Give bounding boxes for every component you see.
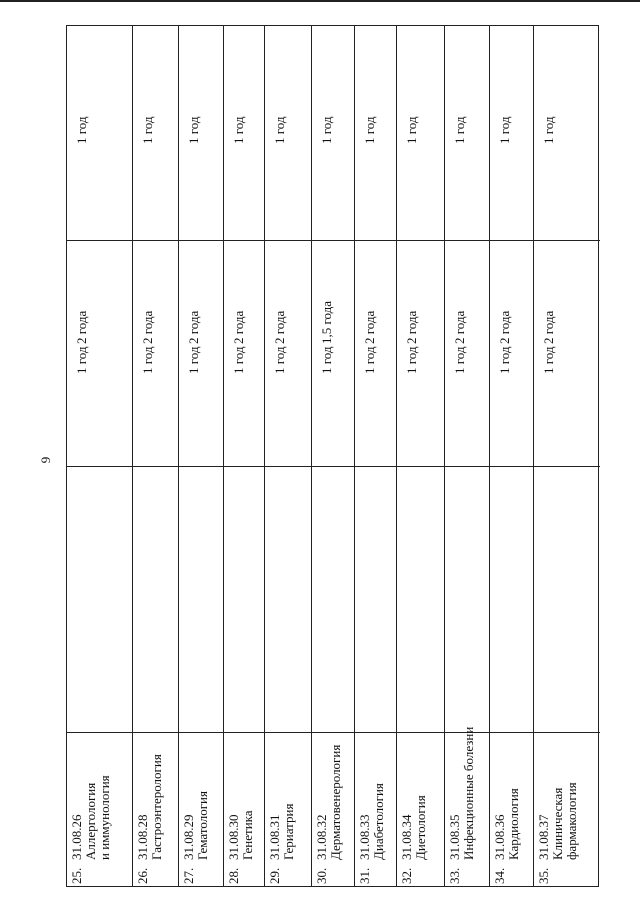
specialty-code: 31.08.37: [536, 814, 551, 860]
duration-3: 1 год: [231, 116, 246, 144]
duration-1: 2 года: [362, 310, 377, 344]
cell-divider: [534, 466, 600, 467]
duration-3: 1 год: [319, 116, 334, 144]
specialty-name: Дерматовенерология: [328, 744, 343, 860]
page-number: 9: [38, 456, 53, 464]
cell-divider: [224, 466, 265, 467]
specialty-code: 31.08.34: [399, 814, 414, 860]
duration-2: 1 год: [404, 346, 419, 374]
row-number: 33.: [447, 867, 462, 884]
row-number: 31.: [357, 867, 372, 884]
specialty-name: Гастроэнтерология: [149, 754, 164, 860]
specialty-code: 31.08.26: [69, 814, 84, 860]
row-number: 25.: [69, 867, 84, 884]
cell-divider: [397, 732, 445, 733]
specialty-code: 31.08.33: [357, 814, 372, 860]
cell-divider: [133, 732, 179, 733]
cell-divider: [397, 240, 445, 241]
duration-2: 1 год: [231, 346, 246, 374]
duration-3: 1 год: [541, 116, 556, 144]
table-row: [490, 26, 534, 886]
cell-divider: [312, 732, 355, 733]
duration-1: 2 года: [497, 310, 512, 344]
cell-divider: [265, 466, 312, 467]
row-number: 34.: [492, 867, 507, 884]
duration-3: 1 год: [452, 116, 467, 144]
cell-divider: [133, 240, 179, 241]
duration-1: 2 года: [272, 310, 287, 344]
duration-1: 2 года: [541, 310, 556, 344]
row-number: 35.: [536, 867, 551, 884]
specialty-name: Гематология: [195, 791, 210, 860]
cell-divider: [490, 732, 534, 733]
duration-2: 1 год: [362, 346, 377, 374]
duration-3: 1 год: [272, 116, 287, 144]
duration-1: 1,5 года: [319, 300, 334, 344]
cell-divider: [179, 240, 224, 241]
row-number: 32.: [399, 867, 414, 884]
specialty-code: 31.08.32: [314, 814, 329, 860]
cell-divider: [445, 466, 490, 467]
duration-1: 2 года: [452, 310, 467, 344]
table-row: [179, 26, 224, 886]
specialty-name: Кардиология: [506, 788, 521, 860]
cell-divider: [179, 732, 224, 733]
specialty-name: Диетология: [413, 795, 428, 860]
specialty-code: 31.08.28: [135, 814, 150, 860]
cell-divider: [397, 466, 445, 467]
specialty-code: 31.08.30: [226, 814, 241, 860]
table-row: [355, 26, 397, 886]
specialty-code: 31.08.36: [492, 814, 507, 860]
table-row: [265, 26, 312, 886]
duration-2: 1 год: [319, 346, 334, 374]
specialty-name: Аллергология: [83, 782, 98, 860]
specialty-code: 31.08.29: [181, 814, 196, 860]
specialty-name: и иммунология: [97, 775, 112, 860]
duration-2: 1 год: [186, 346, 201, 374]
row-number: 26.: [135, 867, 150, 884]
specialty-name: Клиническая: [550, 787, 565, 860]
cell-divider: [179, 466, 224, 467]
specialty-name: фармакология: [564, 782, 579, 860]
specialty-name: Инфекционные болезни: [461, 726, 476, 860]
duration-1: 2 года: [74, 310, 89, 344]
table-row: [534, 26, 600, 886]
duration-2: 1 год: [497, 346, 512, 374]
cell-divider: [224, 240, 265, 241]
cell-divider: [312, 466, 355, 467]
row-number: 28.: [226, 867, 241, 884]
duration-2: 1 год: [272, 346, 287, 374]
specialty-code: 31.08.35: [447, 814, 462, 860]
row-number: 29.: [267, 867, 282, 884]
table-row: [312, 26, 355, 886]
cell-divider: [67, 732, 133, 733]
row-number: 27.: [181, 867, 196, 884]
specialty-name: Диабетология: [371, 783, 386, 860]
duration-3: 1 год: [497, 116, 512, 144]
duration-3: 1 год: [74, 116, 89, 144]
cell-divider: [534, 732, 600, 733]
cell-divider: [67, 240, 133, 241]
duration-2: 1 год: [452, 346, 467, 374]
cell-divider: [445, 240, 490, 241]
row-number: 30.: [314, 867, 329, 884]
duration-3: 1 год: [362, 116, 377, 144]
duration-3: 1 год: [140, 116, 155, 144]
cell-divider: [265, 240, 312, 241]
cell-divider: [490, 240, 534, 241]
scan-top-edge: [0, 0, 640, 2]
cell-divider: [265, 732, 312, 733]
duration-3: 1 год: [404, 116, 419, 144]
duration-1: 2 года: [186, 310, 201, 344]
cell-divider: [490, 466, 534, 467]
duration-1: 2 года: [140, 310, 155, 344]
table-row: [133, 26, 179, 886]
duration-1: 2 года: [231, 310, 246, 344]
specialty-name: Генетика: [240, 810, 255, 860]
duration-3: 1 год: [186, 116, 201, 144]
duration-2: 1 год: [74, 346, 89, 374]
cell-divider: [534, 240, 600, 241]
cell-divider: [312, 240, 355, 241]
specialty-table: [66, 25, 599, 887]
cell-divider: [355, 466, 397, 467]
cell-divider: [224, 732, 265, 733]
table-row: [224, 26, 265, 886]
cell-divider: [67, 466, 133, 467]
specialty-name: Гериатрия: [281, 803, 296, 860]
specialty-code: 31.08.31: [267, 814, 282, 860]
table-row: [67, 26, 133, 886]
cell-divider: [355, 240, 397, 241]
cell-divider: [133, 466, 179, 467]
duration-1: 2 года: [404, 310, 419, 344]
duration-2: 1 год: [140, 346, 155, 374]
table-row: [445, 26, 490, 886]
duration-2: 1 год: [541, 346, 556, 374]
table-row: [397, 26, 445, 886]
cell-divider: [355, 732, 397, 733]
